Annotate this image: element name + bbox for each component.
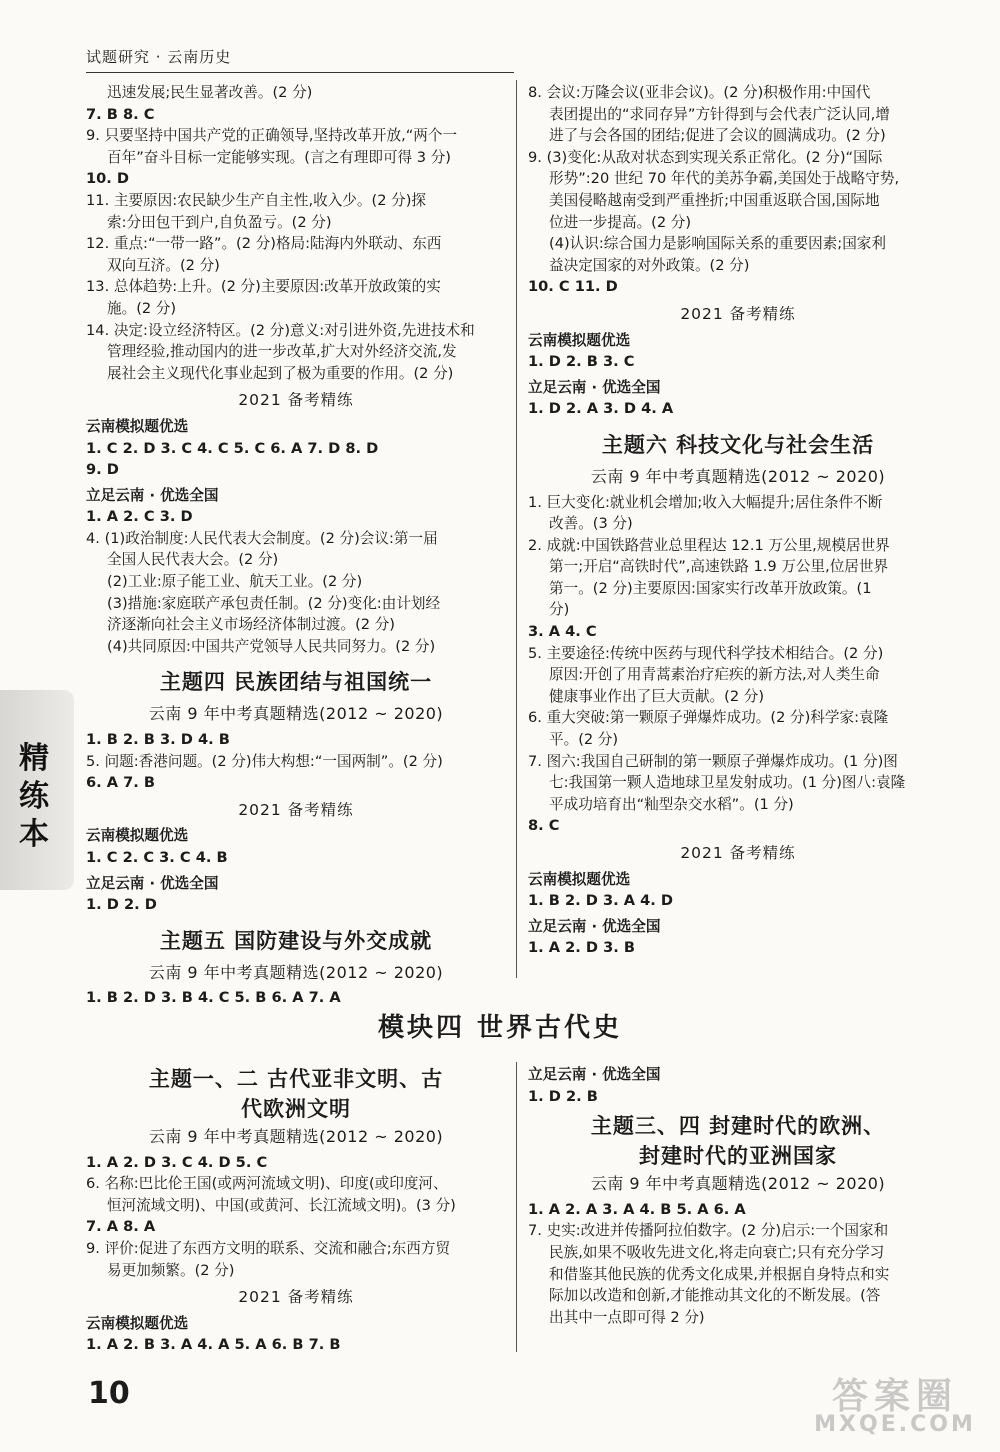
- answer-line: 1. A 2. C 3. D: [86, 508, 193, 526]
- answer-line: 1. D 2. A 3. D 4. A: [528, 400, 674, 418]
- section-heading: 2021 备考精练: [680, 844, 796, 862]
- answer-line: 4. (1)政治制度:人民代表大会制度。(2 分)会议:第一届: [86, 529, 438, 547]
- subsection-label: 立足云南 · 优选全国: [528, 1066, 661, 1083]
- answer-line: 7. A 8. A: [86, 1218, 156, 1236]
- answer-line: 1. B 2. B 3. D 4. B: [86, 731, 230, 749]
- answer-line: 民族,如果不吸收先进文化,将走向衰亡;只有充分学习: [549, 1243, 885, 1261]
- answer-line: 百年”奋斗目标一定能够实现。(言之有理即可得 3 分): [107, 148, 451, 166]
- answer-line: 形势”:20 世纪 70 年代的美苏争霸,美国处于战略守势,: [549, 170, 900, 188]
- exam-section-heading: 云南 9 年中考真题精选(2012 ~ 2020): [148, 962, 444, 982]
- answer-line: 表团提出的“求同存异”方针得到与会代表广泛认同,增: [549, 105, 890, 123]
- topic-title: 主题五 国防建设与外交成就: [159, 928, 433, 953]
- answer-line: 9. 评价:促进了东西方文明的联系、交流和融合;东西方贸: [86, 1239, 451, 1257]
- exam-section-heading: 云南 9 年中考真题精选(2012 ~ 2020): [590, 466, 886, 486]
- watermark: [800, 1368, 990, 1438]
- answer-line: 分): [549, 601, 570, 619]
- answer-line: 美国侵略越南受到严重挫折;中国重返联合国,国际地: [549, 191, 880, 209]
- answer-line: 双向互济。(2 分): [107, 256, 220, 274]
- side-tab-label: 精练本: [19, 741, 49, 852]
- subsection-label: 立足云南 · 优选全国: [528, 378, 661, 396]
- answer-line: 1. D 2. B: [528, 1087, 598, 1105]
- module-title: 模块四 世界古代史: [377, 1013, 623, 1043]
- answer-line: (4)认识:综合国力是影响国际关系的重要因素;国家利: [549, 235, 886, 253]
- answer-line: 施。(2 分): [107, 299, 177, 317]
- answer-line: 位进一步提高。(2 分): [549, 213, 692, 231]
- answer-line: 1. B 2. D 3. B 4. C 5. B 6. A 7. A: [86, 989, 341, 1007]
- subsection-label: 云南模拟题优选: [528, 331, 631, 349]
- watermark-url: MXQE.COM: [814, 1412, 976, 1437]
- subsection-label: 立足云南 · 优选全国: [86, 486, 219, 504]
- answer-line: 6. A 7. B: [86, 774, 156, 792]
- watermark-logo-text: 答案圈: [831, 1376, 958, 1417]
- answer-line: 1. B 2. D 3. A 4. D: [528, 892, 674, 910]
- answer-line: 5. 问题:香港问题。(2 分)伟大构想:“一国两制”。(2 分): [86, 752, 443, 770]
- answer-line: 1. A 2. D 3. B: [528, 939, 636, 957]
- header-rule: [86, 72, 514, 73]
- answer-line: 1. D 2. D: [86, 896, 157, 914]
- exam-section-heading: 云南 9 年中考真题精选(2012 ~ 2020): [590, 1174, 886, 1194]
- answer-line: 9. 只要坚持中国共产党的正确领导,坚持改革开放,“两个一: [86, 127, 458, 145]
- answer-line: 健康事业作出了巨大贡献。(2 分): [549, 687, 765, 705]
- answer-line: 1. A 2. A 3. A 4. B 5. A 6. A: [528, 1200, 746, 1218]
- topic-title: 主题六 科技文化与社会生活: [601, 432, 875, 457]
- right-column: [528, 82, 948, 959]
- answer-line: 第一。(2 分)主要原因:国家实行改革开放政策。(1: [549, 579, 872, 597]
- answer-line: 9. D: [86, 461, 119, 479]
- answer-line: 济逐渐向社会主义市场经济体制过渡。(2 分): [107, 616, 396, 634]
- answer-line: 1. C 2. C 3. C 4. B: [86, 849, 228, 866]
- answer-line: 原因:开创了用青蒿素治疗疟疾的新方法,对人类生命: [549, 666, 880, 684]
- subsection-label: 立足云南 · 优选全国: [86, 874, 219, 892]
- answer-line: 1. C 2. D 3. C 4. C 5. C 6. A 7. D 8. D: [86, 439, 379, 457]
- answer-line: 和借鉴其他民族的优秀文化成果,并根据自身特点和实: [549, 1265, 890, 1283]
- answer-line: 展社会主义现代化事业起到了极为重要的作用。(2 分): [107, 364, 454, 382]
- answer-line: 3. A 4. C: [528, 623, 597, 641]
- answer-line: 1. 巨大变化:就业机会增加;收入大幅提升;居住条件不断: [528, 493, 883, 511]
- answer-line: 七:我国第一颗人造地球卫星发射成功。(1 分)图八:袁隆: [549, 774, 906, 792]
- answer-line: 10. C 11. D: [528, 278, 618, 296]
- bottom-right-column: [528, 1060, 948, 1328]
- answer-line: 进了与会各国的团结;促进了会议的圆满成功。(2 分): [549, 127, 886, 145]
- answer-line: 5. 主要途径:传统中医药与现代科学技术相结合。(2 分): [528, 644, 884, 662]
- answer-line: 14. 决定:设立经济特区。(2 分)意义:对引进外资,先进技术和: [86, 321, 475, 339]
- topic-title: 主题四 民族团结与祖国统一: [159, 670, 433, 695]
- answer-line: 1. D 2. B 3. C: [528, 353, 635, 371]
- answer-line: 8. C: [528, 817, 560, 835]
- topic-title-continued: 封建时代的亚洲国家: [639, 1144, 837, 1169]
- answer-line: 出其中一点即可得 2 分): [549, 1308, 705, 1326]
- answer-line: 际加以改造和创新,才能推动其文化的不断发展。(答: [549, 1287, 881, 1305]
- answer-line: 6. 重大突破:第一颗原子弹爆炸成功。(2 分)科学家:袁隆: [528, 709, 889, 727]
- side-tab: [0, 690, 74, 890]
- subsection-label: 云南模拟题优选: [86, 1314, 189, 1332]
- topic-title: 主题一、二 古代亚非文明、古: [148, 1067, 444, 1091]
- answer-line: 8. 会议:万隆会议(亚非会议)。(2 分)积极作用:中国代: [528, 84, 871, 101]
- answer-line: 易更加频繁。(2 分): [107, 1261, 235, 1279]
- answer-line: (4)共同原因:中国共产党领导人民共同努力。(2 分): [107, 637, 436, 655]
- answer-line: 11. 主要原因:农民缺少生产自主性,收入少。(2 分)探: [86, 191, 426, 209]
- section-heading: 2021 备考精练: [238, 800, 354, 819]
- left-column: [86, 82, 506, 1009]
- answer-line: 平。(2 分): [549, 731, 619, 749]
- answer-line: 第一;开启“高铁时代”,高速铁路 1.9 万公里,位居世界: [549, 558, 889, 576]
- topic-title-continued: 代欧洲文明: [241, 1097, 351, 1121]
- answer-line: 益决定国家的对外政策。(2 分): [549, 256, 750, 274]
- answer-line: 7. B 8. C: [86, 105, 155, 123]
- answer-line: 7. 史实:改进并传播阿拉伯数字。(2 分)启示:一个国家和: [528, 1222, 889, 1240]
- answer-line: 索:分田包干到户,自负盈亏。(2 分): [107, 213, 332, 231]
- page-number: 10: [88, 1376, 130, 1411]
- answer-line: 2. 成就:中国铁路营业总里程达 12.1 万公里,规模居世界: [528, 536, 890, 554]
- answer-line: 1. A 2. D 3. C 4. D 5. C: [86, 1153, 268, 1171]
- answer-line: 13. 总体趋势:上升。(2 分)主要原因:改革开放政策的实: [86, 278, 441, 296]
- answer-line: 10. D: [86, 170, 130, 188]
- column-divider: [516, 1062, 517, 1352]
- topic-title: 主题三、四 封建时代的欧洲、: [590, 1114, 886, 1139]
- section-heading: 2021 备考精练: [680, 304, 796, 323]
- subsection-label: 立足云南 · 优选全国: [528, 917, 661, 935]
- section-heading: 2021 备考精练: [238, 1288, 354, 1307]
- answer-line: 全国人民代表大会。(2 分): [107, 551, 279, 569]
- answer-line: (3)措施:家庭联产承包责任制。(2 分)变化:由计划经: [107, 594, 441, 612]
- subsection-label: 云南模拟题优选: [86, 827, 189, 845]
- column-divider: [516, 80, 517, 978]
- running-title: 试题研究 · 云南历史: [86, 48, 232, 66]
- answer-line: 管理经验,推动国内的进一步改革,扩大对外经济交流,发: [107, 343, 457, 361]
- bottom-left-column: [86, 1064, 506, 1356]
- answer-line: 改善。(3 分): [549, 515, 633, 533]
- answer-line: 6. 名称:巴比伦王国(或两河流域文明)、印度(或印度河、: [86, 1175, 448, 1193]
- answer-line: 12. 重点:“一带一路”。(2 分)格局:陆海内外联动、东西: [86, 235, 442, 253]
- subsection-label: 云南模拟题优选: [528, 870, 631, 888]
- answer-line: 平成功培育出“籼型杂交水稻”。(1 分): [549, 795, 794, 813]
- section-heading: 2021 备考精练: [238, 391, 354, 410]
- subsection-label: 云南模拟题优选: [86, 417, 189, 435]
- exam-section-heading: 云南 9 年中考真题精选(2012 ~ 2020): [148, 1127, 444, 1146]
- answer-line: 1. A 2. B 3. A 4. A 5. A 6. B 7. B: [86, 1336, 341, 1354]
- answer-line: 7. 图六:我国自己研制的第一颗原子弹爆炸成功。(1 分)图: [528, 752, 898, 770]
- answer-line: (2)工业:原子能工业、航天工业。(2 分): [107, 573, 363, 591]
- exam-section-heading: 云南 9 年中考真题精选(2012 ~ 2020): [148, 704, 444, 724]
- answer-line: 9. (3)变化:从敌对状态到实现关系正常化。(2 分)“国际: [528, 148, 883, 166]
- answer-line: 迅速发展;民生显著改善。(2 分): [107, 84, 313, 101]
- answer-line: 恒河流域文明)、中国(或黄河、长江流域文明)。(3 分): [107, 1196, 456, 1214]
